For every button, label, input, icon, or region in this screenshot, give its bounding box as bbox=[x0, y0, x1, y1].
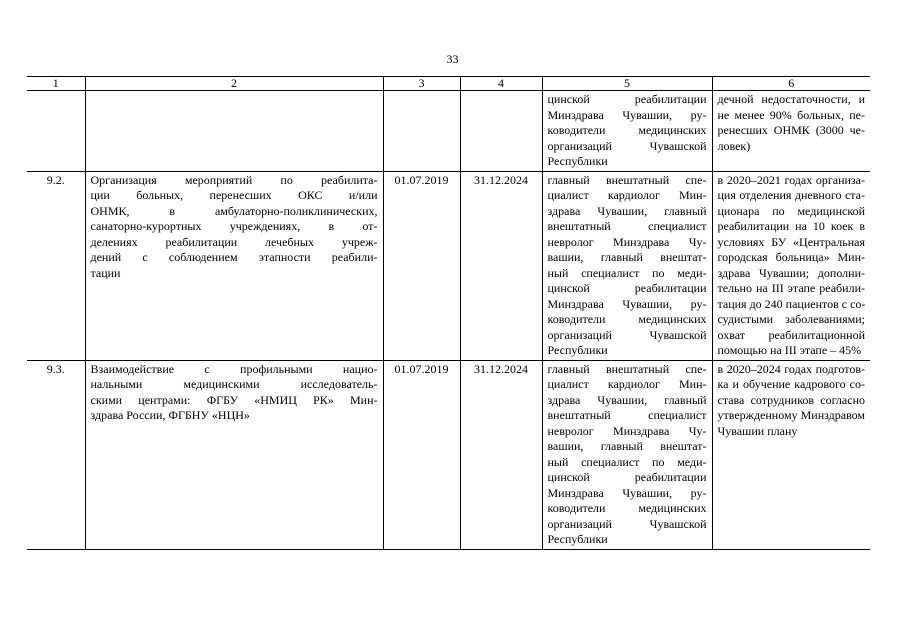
responsible-cell-line: Минздрава Чувашии, ру- bbox=[547, 296, 707, 311]
table-row bbox=[27, 171, 870, 360]
responsible-cell-line: ководители медицинских bbox=[547, 501, 707, 515]
table-row bbox=[27, 91, 870, 172]
responsible-cell-line: главный внештатный спе- bbox=[547, 172, 707, 187]
result-cell bbox=[712, 360, 870, 549]
responsible-cell-line: невролог Минздрава Чу- bbox=[547, 234, 707, 249]
responsible-cell-line: ководители медицинских bbox=[547, 312, 707, 326]
responsible-cell-line: здрава Чувашии, главный bbox=[547, 203, 707, 218]
result-cell-line: реабилитации на 10 коек в bbox=[717, 219, 865, 233]
responsible-cell-line: ководители медицинских bbox=[547, 123, 707, 137]
responsible-cell-line: ный специалист по меди- bbox=[547, 265, 707, 280]
result-cell-line: дечной недостаточности, и bbox=[717, 92, 865, 106]
measure-cell bbox=[85, 91, 383, 172]
end-date-cell: 31.12.2024 bbox=[460, 360, 542, 549]
responsible-cell-line: циалист кардиолог Мин- bbox=[547, 377, 707, 391]
responsible-cell-line: вашии, главный внештат- bbox=[547, 439, 707, 453]
result-cell-line: тельно на III этапе реабили- bbox=[717, 281, 865, 295]
result-cell-line: Чувашии плану bbox=[717, 423, 798, 438]
column-number-header-row bbox=[27, 77, 870, 91]
result-cell-line: става сотрудников согласно bbox=[717, 392, 865, 407]
result-cell-line: утвержденному Минздравом bbox=[717, 408, 866, 422]
result-cell-line: охват реабилитационной bbox=[717, 327, 865, 342]
measure-cell-line: дений с соблюдением этапности реабили- bbox=[90, 250, 378, 264]
column-header: 6 bbox=[712, 77, 870, 91]
measure-cell-line: санаторно-курортных учреждениях, в от- bbox=[90, 219, 378, 233]
result-cell-line: помощью на III этапе – 45% bbox=[717, 343, 862, 357]
result-cell bbox=[712, 91, 870, 172]
responsible-cell-line: Минздрава Чувашии, ру- bbox=[547, 107, 707, 122]
column-header: 4 bbox=[460, 77, 542, 91]
measure-cell-line: Организация мероприятий по реабилита- bbox=[90, 172, 378, 187]
responsible-cell-line: организаций Чувашской bbox=[547, 327, 707, 342]
responsible-cell-line: Минздрава Чувашии, ру- bbox=[547, 485, 707, 500]
column-header: 3 bbox=[383, 77, 460, 91]
responsible-cell-line: вашии, главный внештат- bbox=[547, 250, 707, 264]
measure-cell-line: ции больных, перенесших ОКС и/или bbox=[90, 188, 378, 202]
start-date-cell bbox=[383, 91, 460, 172]
responsible-cell-line: Республики bbox=[547, 343, 608, 357]
column-header: 2 bbox=[85, 77, 383, 91]
result-cell-line: не менее 90% больных, пе- bbox=[717, 107, 865, 122]
measure-cell-line: тации bbox=[90, 265, 121, 280]
result-cell-line: здрава Чувашии; дополни- bbox=[717, 265, 865, 280]
page-number: 33 bbox=[446, 52, 459, 66]
responsible-cell bbox=[542, 91, 712, 172]
result-cell-line: тация до 240 пациентов с со- bbox=[717, 296, 866, 311]
result-cell-line: судистыми заболеваниями; bbox=[717, 312, 865, 326]
responsible-cell-line: цинской реабилитации bbox=[547, 281, 707, 295]
responsible-cell-line: Республики bbox=[547, 532, 608, 546]
item-number-cell bbox=[27, 91, 85, 172]
measure-cell-line: здрава России, ФГБНУ «НЦН» bbox=[90, 408, 250, 422]
responsible-cell-line: невролог Минздрава Чу- bbox=[547, 423, 707, 438]
responsible-cell-line: циалист кардиолог Мин- bbox=[547, 188, 707, 202]
result-cell-line: в 2020–2024 годах подготов- bbox=[717, 361, 865, 376]
result-cell-line: ция отделения дневного ста- bbox=[717, 188, 865, 202]
column-header: 1 bbox=[27, 77, 85, 91]
responsible-cell bbox=[542, 171, 712, 360]
responsible-cell-line: цинской реабилитации bbox=[547, 92, 707, 106]
result-cell-line: ка и обучение кадрового со- bbox=[717, 377, 865, 391]
measure-cell-line: Взаимодействие с профильными нацио- bbox=[90, 361, 378, 376]
responsible-cell-line: здрава Чувашии, главный bbox=[547, 392, 707, 407]
measure-cell bbox=[85, 171, 383, 360]
responsible-cell-line: организаций Чувашской bbox=[547, 138, 707, 153]
start-date-cell: 01.07.2019 bbox=[383, 171, 460, 360]
measure-cell-line: ОНМК, в амбулаторно-поликлинических, bbox=[90, 203, 378, 218]
responsible-cell-line: Республики bbox=[547, 154, 608, 168]
result-cell-line: ловек) bbox=[717, 138, 751, 153]
responsible-cell-line: организаций Чувашской bbox=[547, 516, 707, 531]
result-cell bbox=[712, 171, 870, 360]
responsible-cell-line: цинской реабилитации bbox=[547, 470, 707, 484]
table-row bbox=[27, 360, 870, 549]
end-date-cell bbox=[460, 91, 542, 172]
end-date-cell: 31.12.2024 bbox=[460, 171, 542, 360]
item-number-cell: 9.2. bbox=[27, 171, 85, 360]
measure-cell-line: делениях реабилитации лечебных учреж- bbox=[90, 234, 378, 249]
column-header: 5 bbox=[542, 77, 712, 91]
responsible-cell-line: внештатный специалист bbox=[547, 408, 707, 422]
start-date-cell: 01.07.2019 bbox=[383, 360, 460, 549]
item-number-cell: 9.3. bbox=[27, 360, 85, 549]
measure-cell-line: нальными медицинскими исследователь- bbox=[90, 377, 378, 391]
result-cell-line: ционара по медицинской bbox=[717, 203, 865, 218]
measure-cell-line: скими центрами: ФГБУ «НМИЦ РК» Мин- bbox=[90, 392, 378, 407]
measure-cell bbox=[85, 360, 383, 549]
result-cell-line: ренесших ОНМК (3000 че- bbox=[717, 123, 865, 137]
responsible-cell-line: ный специалист по меди- bbox=[547, 454, 707, 469]
measures-table bbox=[27, 76, 870, 550]
responsible-cell-line: главный внештатный спе- bbox=[547, 361, 707, 376]
result-cell-line: городская больница» Мин- bbox=[717, 250, 865, 264]
responsible-cell-line: внештатный специалист bbox=[547, 219, 707, 233]
result-cell-line: условиях БУ «Центральная bbox=[717, 234, 865, 249]
result-cell-line: в 2020–2021 годах организа- bbox=[717, 172, 865, 187]
responsible-cell bbox=[542, 360, 712, 549]
